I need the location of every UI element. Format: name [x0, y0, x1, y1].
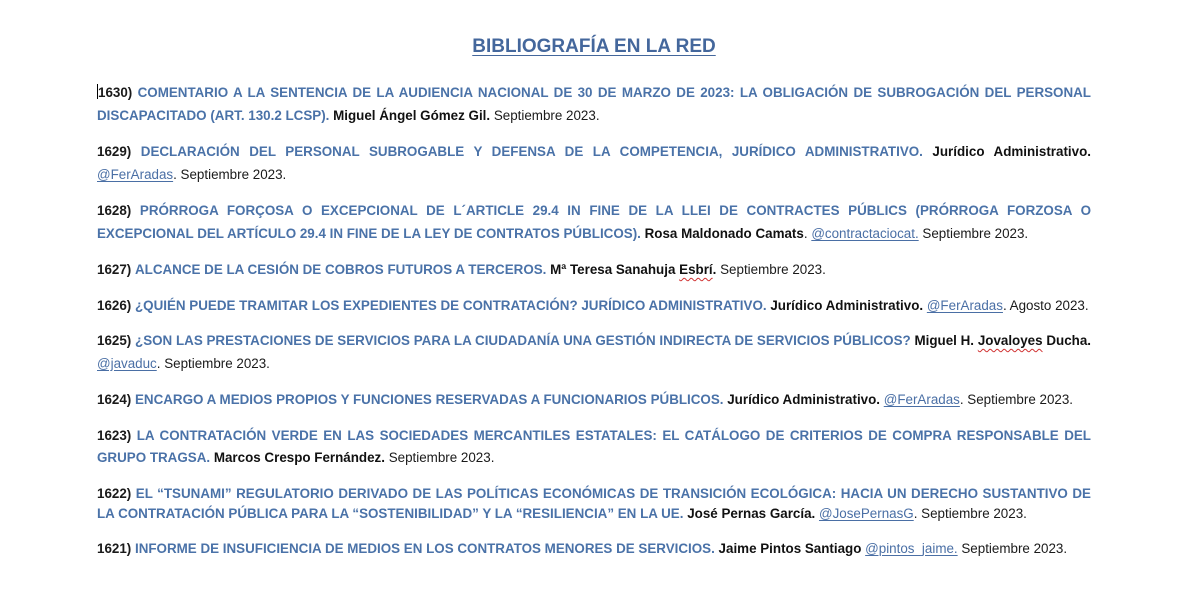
entry-title-link[interactable]: COMENTARIO A LA SENTENCIA DE LA AUDIENCIA NACIONAL DE 30 DE MARZO DE 2023: LA OBLIGACIÓN DE SUBROGACIÓN DEL PERSONAL DISCAPACITADO (ART. 130.2 LCSP). — [97, 85, 1091, 123]
entry-number: 1627) — [97, 262, 132, 277]
bibliography-list — [97, 82, 1091, 574]
entry-title-link[interactable]: ALCANCE DE LA CESIÓN DE COBROS FUTUROS A TERCEROS. — [134, 262, 547, 277]
page-title: BIBLIOGRAFÍA EN LA RED — [472, 36, 716, 57]
entry-author: Jurídico Administrativo. — [770, 297, 924, 313]
bibliography-entry-1628 — [97, 200, 1091, 245]
bibliography-entry-1623 — [97, 425, 1091, 470]
entry-title-link[interactable]: INFORME DE INSUFICIENCIA DE MEDIOS EN LOS CONTRATOS MENORES DE SERVICIOS. — [134, 540, 715, 556]
bibliography-entry-1625 — [97, 330, 1091, 375]
entry-handle-link[interactable]: @FerAradas — [97, 166, 174, 182]
entry-author-spellcheck: Jovaloyes — [977, 333, 1043, 348]
entry-handle-link[interactable]: @contractaciocat. — [811, 225, 919, 241]
entry-date: Septiembre 2023. — [957, 540, 1068, 556]
entry-date: . Agosto 2023. — [1002, 297, 1089, 313]
entry-date: Septiembre 2023. — [922, 225, 1029, 241]
entry-author-spellcheck: Esbrí — [679, 262, 713, 277]
entry-title-link[interactable]: DECLARACIÓN DEL PERSONAL SUBROGABLE Y DEFENSA DE LA COMPETENCIA, JURÍDICO ADMINISTRATIVO. — [140, 144, 923, 159]
entry-author: Jurídico Administrativo. — [727, 392, 881, 407]
entry-handle-link[interactable]: @JosePernasG — [818, 505, 914, 521]
entry-title-link[interactable]: EL “TSUNAMI” REGULATORIO DERIVADO DE LAS POLÍTICAS ECONÓMICAS DE TRANSICIÓN ECOLÓGICA: HACIA UN DERECHO SUSTANTIVO DE LA CONTRATACIÓN PÚBLICA PARA LA “SOSTENIBILIDAD” Y LA “RESILIENCIA” EN LA UE. — [97, 485, 1091, 521]
entry-author: Mª Teresa Sanahuja — [550, 262, 676, 277]
entry-title-link[interactable]: ¿QUIÉN PUEDE TRAMITAR LOS EXPEDIENTES DE CONTRATACIÓN? JURÍDICO ADMINISTRATIVO. — [134, 297, 767, 313]
bibliography-entry-1622 — [97, 484, 1091, 524]
bibliography-entry-1621 — [97, 538, 1091, 561]
entry-date: Septiembre 2023. — [720, 262, 826, 277]
entry-author: Jaime Pintos Santiago — [718, 540, 862, 556]
entry-handle-link[interactable]: @FerAradas — [883, 392, 960, 407]
entry-number: 1628) — [97, 203, 132, 218]
entry-date: Septiembre 2023. — [388, 450, 495, 465]
entry-author: Rosa Maldonado Camats — [644, 225, 804, 241]
entry-date: Septiembre 2023. — [493, 107, 600, 123]
entry-date: . Septiembre 2023. — [156, 355, 270, 371]
entry-author: José Pernas García. — [687, 505, 816, 521]
bibliography-entry-1629 — [97, 141, 1091, 186]
entry-number: 1630) — [98, 85, 133, 100]
bibliography-entry-1626 — [97, 295, 1091, 318]
entry-title-link[interactable]: PRÓRROGA FORÇOSA O EXCEPCIONAL DE L´ARTICLE 29.4 IN FINE DE LA LLEI DE CONTRACTES PÚBLICS (PRÓRROGA FORZOSA O EXCEPCIONAL DEL ARTÍCULO 29.4 IN FINE DE LA LEY DE CONTRATOS PÚBLICOS). — [97, 203, 1091, 241]
entry-number: 1621) — [97, 540, 132, 556]
entry-number: 1629) — [97, 144, 132, 159]
bibliography-entry-1627 — [97, 259, 1091, 282]
entry-date: . Septiembre 2023. — [913, 505, 1027, 521]
entry-handle-link[interactable]: @FerAradas — [926, 297, 1003, 313]
entry-title-link[interactable]: LA CONTRATACIÓN VERDE EN LAS SOCIEDADES MERCANTILES ESTATALES: EL CATÁLOGO DE CRITERIOS DE COMPRA RESPONSABLE DEL GRUPO TRAGSA. — [97, 427, 1091, 465]
entry-number: 1624) — [97, 392, 132, 407]
entry-number: 1623) — [97, 427, 132, 443]
entry-title-link[interactable]: ENCARGO A MEDIOS PROPIOS Y FUNCIONES RESERVADAS A FUNCIONARIOS PÚBLICOS. — [134, 392, 724, 407]
entry-date: . Septiembre 2023. — [173, 166, 287, 182]
bibliography-entry-1624 — [97, 389, 1091, 412]
entry-handle-link[interactable]: @javaduc — [97, 355, 157, 371]
entry-author: Miguel H. — [914, 333, 975, 348]
entry-separator: . — [803, 225, 808, 241]
entry-author: Jurídico Administrativo. — [932, 144, 1091, 159]
entry-author-end: Ducha. — [1046, 333, 1091, 348]
entry-title-link[interactable]: ¿SON LAS PRESTACIONES DE SERVICIOS PARA LA CIUDADANÍA UNA GESTIÓN INDIRECTA DE SERVICIOS PÚBLICOS? — [135, 333, 911, 348]
entry-author-end: . — [712, 262, 717, 277]
entry-author: Miguel Ángel Gómez Gil. — [333, 107, 491, 123]
entry-number: 1622) — [97, 485, 132, 501]
entry-date: . Septiembre 2023. — [959, 392, 1074, 407]
entry-number: 1625) — [97, 333, 132, 348]
entry-number: 1626) — [97, 297, 132, 313]
entry-author: Marcos Crespo Fernández. — [213, 450, 385, 465]
bibliography-entry-1630 — [97, 82, 1091, 127]
entry-handle-link[interactable]: @pintos_jaime. — [865, 540, 958, 556]
